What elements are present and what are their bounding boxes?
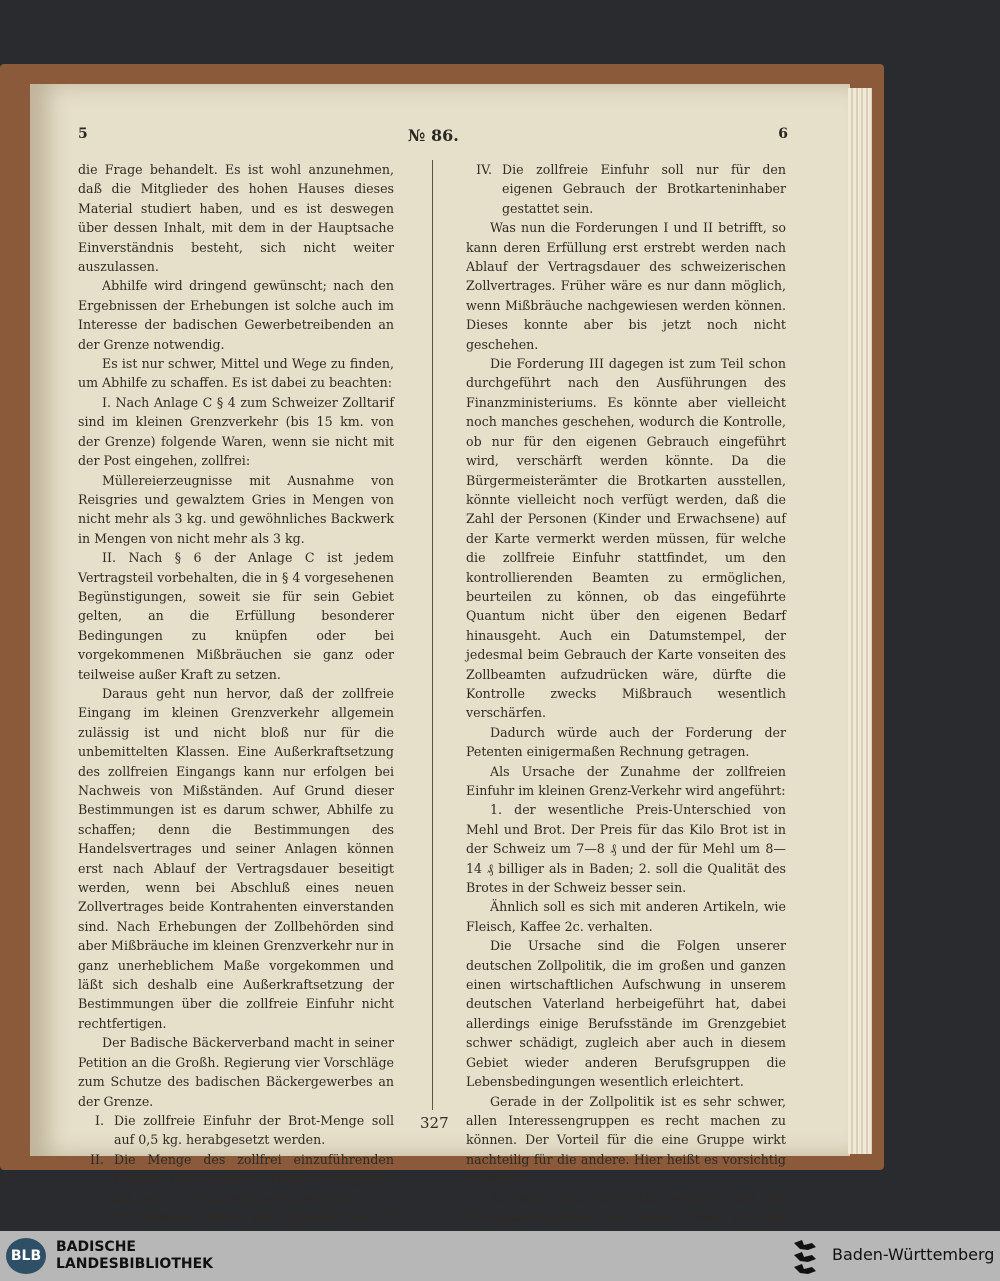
state-name[interactable]: Baden-Württemberg: [832, 1245, 995, 1264]
page-number: 327: [420, 1114, 449, 1132]
column-divider: [432, 160, 433, 1110]
header-left-column-number: 5: [78, 126, 88, 142]
library-name-line2: LANDESBIBLIOTHEK: [56, 1256, 214, 1272]
paragraph: 1. der wesentliche Preis-Unterschied von Mehl und Brot. Der Preis für das Kilo Brot ist in der Schweiz um 7—8 ₰ und der für Mehl um 8—14 ₰ billiger als in Baden; 2. soll die Qualität des Brotes in der Schweiz besser sein.: [466, 802, 786, 896]
list-item-number: III.: [85, 1209, 104, 1225]
paragraph: Abhilfe wird dringend gewünscht; nach den Ergebnissen der Erhebungen ist solche auch im Interesse der badischen Gewerbetreibenden an der Grenze notwendig.: [78, 278, 394, 352]
list-item: [466, 160, 786, 218]
paragraph: Die Ursache sind die Folgen unserer deutschen Zollpolitik, die im großen und ganzen einen wirtschaftlichen Aufschwung in unserem deutschen Vaterland herbeigeführt hat, dabei allerdings einige Berufsstände im Grenzgebiet schwer schädigt, zugleich aber auch in diesem Gebiet wieder anderen Berufsgruppen die Lebensbedingungen wesentlich erleichtert.: [466, 938, 786, 1090]
library-name[interactable]: [56, 1239, 213, 1273]
list-item-text: Die zollfreie Einfuhr soll allgemein nur auf: [114, 1209, 394, 1225]
page-header: [78, 126, 790, 150]
library-name-line1: BADISCHE: [56, 1239, 136, 1255]
paragraph: II. Nach § 6 der Anlage C ist jedem Vertragsteil vorbehalten, die in § 4 vorgesehenen Begünstigungen, soweit sie für sein Gebiet gelten, an die Erfüllung besonderer Bedingungen zu knüpfen oder bei vorgekommenen Mißbräuchen sie ganz oder teilweise außer Kraft zu setzen.: [78, 550, 394, 682]
paragraph: Der Badische Bäckerverband macht in seiner Petition an die Großh. Regierung vier Vorschläge zum Schutze des badischen Bäckergewerbes an der Grenze.: [78, 1035, 394, 1109]
paragraph: Was nun die Forderungen I und II betrifft, so kann deren Erfüllung erst erstrebt werden nach Ablauf der Vertragsdauer des schweizerischen Zollvertrages. Früher wäre es nur dann möglich, wenn Mißbräuche nachgewiesen werden können. Dieses konnte aber bis jetzt noch nicht geschehen.: [466, 220, 786, 352]
paragraph: Gerade in der Zollpolitik ist es sehr schwer, allen Interessengruppen es recht machen zu können. Der Vorteil für die eine Gruppe wirkt nachteilig für die andere. Hier heißt es vorsichtig erwägen.: [466, 1093, 786, 1187]
list-item: [78, 1150, 394, 1208]
list-item-text: Die Menge des zollfrei einzuführenden Mehles oder anderer Müllereierzeugnisse soll auf 1,5 kg. herabgesetzt werden.: [114, 1151, 394, 1206]
paragraph: Müllereierzeugnisse mit Ausnahme von Reisgries und gewalztem Gries in Mengen von nicht mehr als 3 kg. und gewöhnliches Backwerk in Mengen von nicht mehr als 3 kg.: [78, 472, 394, 546]
paragraph: Die Forderung III dagegen ist zum Teil schon durchgeführt nach den Ausführungen des Finanzministeriums. Es könnte aber vielleicht noch manches geschehen, wodurch die Kontrolle, ob nur für den eigenen Gebrauch eingeführt wird, verschärft werden könnte. Da die Bürgermeisterämter die Brotkarten ausstellen, könnte vielleicht noch verfügt werden, daß die Zahl der Personen (Kinder und Erwachsene) auf der Karte vermerkt werden müssen, für welche die zollfreie Einfuhr stattfindet, um den kontrollierenden Beamten zu ermöglichen, beurteilen zu können, ob das eingeführte Quantum nicht über den eigenen Bedarf hinausgeht. Auch ein Datumstempel, der jedesmal beim Gebrauch der Karte vonseiten des Zollbeamten aufzudrücken wäre, dürfte die Kontrolle zwecks Mißbrauch wesentlich verschärfen.: [466, 356, 786, 721]
paragraph: Es ist nur schwer, Mittel und Wege zu finden, um Abhilfe zu schaffen. Es ist dabei zu beachten:: [78, 356, 394, 391]
list-item-number: I.: [95, 1112, 104, 1128]
paragraph: Es darf nicht übersehen werden, daß bei Vertragsabschlüssen es immer zwei Parteien: [466, 1190, 786, 1225]
page-stack-edge: [848, 88, 872, 1154]
header-right-column-number: 6: [778, 126, 788, 142]
paragraph: I. Nach Anlage C § 4 zum Schweizer Zolltarif sind im kleinen Grenzverkehr (bis 15 km. von der Grenze) folgende Waren, wenn sie nicht mit der Post eingehen, zollfrei:: [78, 394, 394, 469]
paragraph: Daraus geht nun hervor, daß der zollfreie Eingang im kleinen Grenzverkehr allgemein zulässig ist und nicht bloß nur für die unbemittelten Klassen. Eine Außerkraftsetzung des zollfreien Eingangs kann nur erfolgen bei Nachweis von Mißständen. Auf Grund dieser Bestimmungen ist es darum schwer, Abhilfe zu schaffen; denn die Bestimmungen des Handelsvertrages und seiner Anlagen können erst nach Ablauf der Vertragsdauer beseitigt werden, wenn bei Abschluß eines neuen Zollvertrages beide Kontrahenten einverstanden sind. Nach Erhebungen der Zollbehörden sind aber Mißbräuche im kleinen Grenzverkehr nur in ganz unerheblichem Maße vorgekommen und läßt sich deshalb eine Außerkraftsetzung der Bestimmungen über die zollfreie Einfuhr nicht rechtfertigen.: [78, 685, 394, 1031]
paragraph: Ähnlich soll es sich mit anderen Artikeln, wie Fleisch, Kaffee 2c. verhalten.: [466, 899, 786, 934]
left-text-column: [78, 160, 394, 1247]
header-document-number: № 86.: [408, 126, 459, 145]
baden-wuerttemberg-lions-icon[interactable]: [790, 1237, 822, 1275]
right-text-column: [466, 160, 786, 1247]
list-item-number: IV.: [476, 162, 492, 177]
blb-logo-icon[interactable]: BLB: [6, 1238, 46, 1274]
list-item-number: II.: [90, 1151, 104, 1167]
footer-bar: [0, 1231, 1000, 1281]
list-item-text: Die zollfreie Einfuhr soll nur für den eigenen Gebrauch der Brotkarteninhaber gestattet sein.: [502, 162, 786, 216]
paragraph: Dadurch würde auch der Forderung der Petenten einigermaßen Rechnung getragen.: [466, 724, 786, 760]
paragraph: Als Ursache der Zunahme der zollfreien Einfuhr im kleinen Grenz-Verkehr wird angeführt:: [466, 763, 786, 798]
paragraph: die Frage behandelt. Es ist wohl anzunehmen, daß die Mitglieder des hohen Hauses dieses Material studiert haben, und es ist deswegen über dessen Inhalt, mit dem in der Hauptsache Einverständnis besteht, sich nicht weiter auszulassen.: [78, 162, 394, 275]
list-item: [78, 1111, 394, 1150]
list-item-text: Die zollfreie Einfuhr der Brot-Menge soll auf 0,5 kg. herabgesetzt werden.: [114, 1112, 394, 1148]
